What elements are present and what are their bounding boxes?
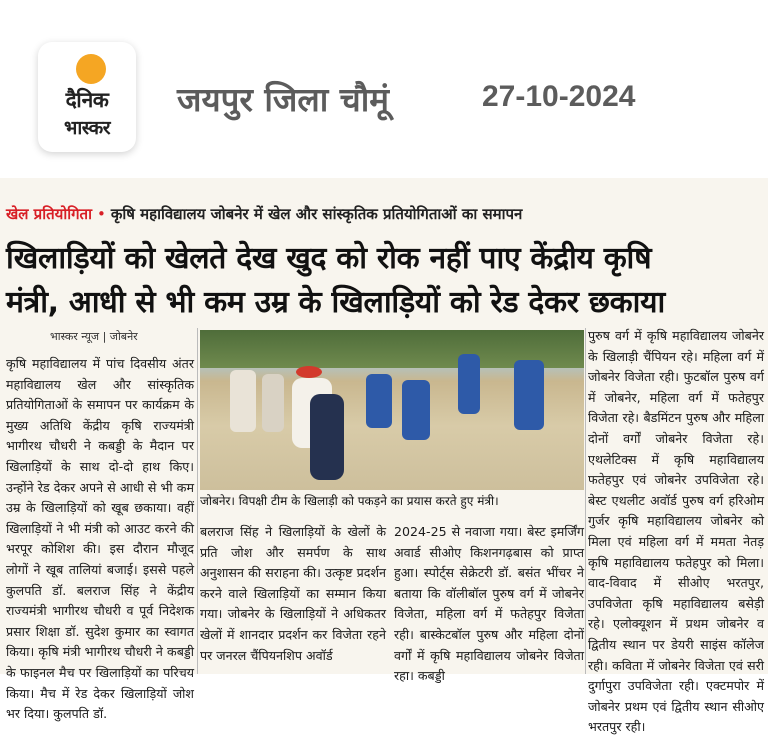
minister-turban: [296, 366, 322, 378]
dainik-bhaskar-logo: [38, 42, 136, 152]
subheadline: कृषि महाविद्यालय जोबनेर में खेल और सांस्कृतिक प्रतियोगिताओं का समापन: [110, 205, 523, 223]
article-column-1: कृषि महाविद्यालय में पांच दिवसीय अंतर महाविद्यालय खेल और सांस्कृतिक प्रतियोगिताओं के समापन पर कार्यक्रम के मुख्य अतिथि केंद्रीय कृषि राज्यमंत्री भागीरथ चौधरी ने कबड्डी के मैदान पर खिलाड़ियों के साथ दो-दो हाथ किए। उन्होंने रेड देकर अपने से आधी से भी कम उम्र के खिलाड़ियों को खूब छकाया। वहीं खिलाड़ियों ने भी मंत्री को आउट करने की भरपूर कोशिश की। इस दौरान मौजूद लोगों ने खूब तालियां बजाई। इससे पहले कुलपति डॉ. बलराज सिंह ने केंद्रीय राज्यमंत्री भागीरथ चौधरी व पूर्व निदेशक प्रसार शिक्षा डॉ. सुदेश कुमार का स्वागत किया। कृषि मंत्री भागीरथ चौधरी ने कबड्डी के फाइनल मैच पर खिलाड़ियों का परिचय किया। मैच में रेड देकर खिलाड़ियों जोश भर दिया। कुलपति डॉ.: [6, 356, 194, 722]
headline-line-2: मंत्री, आधी से भी कम उम्र के खिलाड़ियों को रेड देकर छकाया: [6, 285, 665, 320]
spectator-figure: [262, 374, 284, 432]
article-column-4: पुरुष वर्ग में कृषि महाविद्यालय जोबनेर के खिलाड़ी चैंपियन रहे। महिला वर्ग में जोबनेर विजेता रही। फुटबॉल पुरुष वर्ग में जोबनेर, महिला वर्ग में फतेहपुर विजेता रहे। बैडमिंटन पुरुष और महिला दोनों वर्गों जोबनेर विजेता रहे। एथलेटिक्स में कृषि महाविद्यालय फतेहपुर एवं जोबनेर उपविजेता रहे। बेस्ट एथलीट अवॉर्ड पुरुष वर्ग हरिओम गुर्जर कृषि महाविद्यालय जोबनेर को मिला एवं महिला वर्ग में ममता नेतड़ कृषि महाविद्यालय फतेहपुर को मिला। वाद-विवाद में सीओए भरतपुर, उपविजेता कृषि महाविद्यालय बसेड़ी रहे। एलोक्यूशन में प्रथम जोबनेर व द्वितीय स्थान पर डेयरी साइंस कॉलेज रही। कविता में जोबनेर विजेता एवं सरी दुर्गापुरा उपविजेता रही। एक्टमपोर में जोबनेर प्रथम एवं द्वितीय स्थान सीओए भरतपुर रही।: [588, 328, 764, 735]
logo-text-line1: दैनिक: [65, 88, 109, 112]
sun-icon: [76, 54, 106, 84]
byline: भास्कर न्यूज | जोबनेर: [50, 330, 138, 343]
article-column-3: 2024-25 से नवाजा गया। बेस्ट इमर्जिंग अवार्ड सीओए किशनगढ़बास को प्राप्त हुआ। स्पोर्ट्स सेक्रेटरी डॉ. बसंत भींचर ने बताया कि वॉलीबॉल पुरुष वर्ग में जोबनेर विजेता, महिला वर्ग में फतेहपुर विजेता रही। बास्केटबॉल पुरुष और महिला दोनों वर्गों में कृषि महाविद्यालय जोबनेर विजेता रहा। कबड्डी: [394, 524, 584, 684]
column-divider: [197, 328, 198, 674]
column-divider: [585, 328, 586, 674]
article-column-2: बलराज सिंह ने खिलाड़ियों के खेलों के प्रति जोश और समर्पण के साथ अनुशासन की सराहना की। उत्कृष्ट प्रदर्शन करने वाले खिलाड़ियों का सम्मान किया गया। जोबनेर के खिलाड़ियों ने अधिकतर खेलों में शानदार प्रदर्शन कर विजेता रहने पर जनरल चैंपियनशिप अवॉर्ड: [200, 524, 386, 663]
kabaddi-photo: [200, 330, 584, 490]
player-figure: [366, 374, 392, 428]
category-label: खेल प्रतियोगिता: [6, 205, 92, 223]
edition-date: 27-10-2024: [482, 80, 636, 113]
bullet-icon: •: [96, 205, 106, 223]
kicker: [6, 204, 522, 224]
player-figure: [458, 354, 480, 414]
photo-caption: जोबनेर। विपक्षी टीम के खिलाड़ी को पकड़ने का प्रयास करते हुए मंत्री।: [200, 494, 499, 508]
player-figure: [514, 360, 544, 430]
spectator-figure: [230, 370, 256, 432]
player-figure: [310, 394, 344, 480]
player-figure: [402, 380, 430, 440]
edition-title: जयपुर जिला चौमूं: [177, 80, 390, 119]
logo-text-line2: भास्कर: [63, 117, 111, 139]
newspaper-clipping: [0, 178, 768, 735]
headline-line-1: खिलाड़ियों को खेलते देख खुद को रोक नहीं पाए केंद्रीय कृषि: [6, 241, 652, 276]
